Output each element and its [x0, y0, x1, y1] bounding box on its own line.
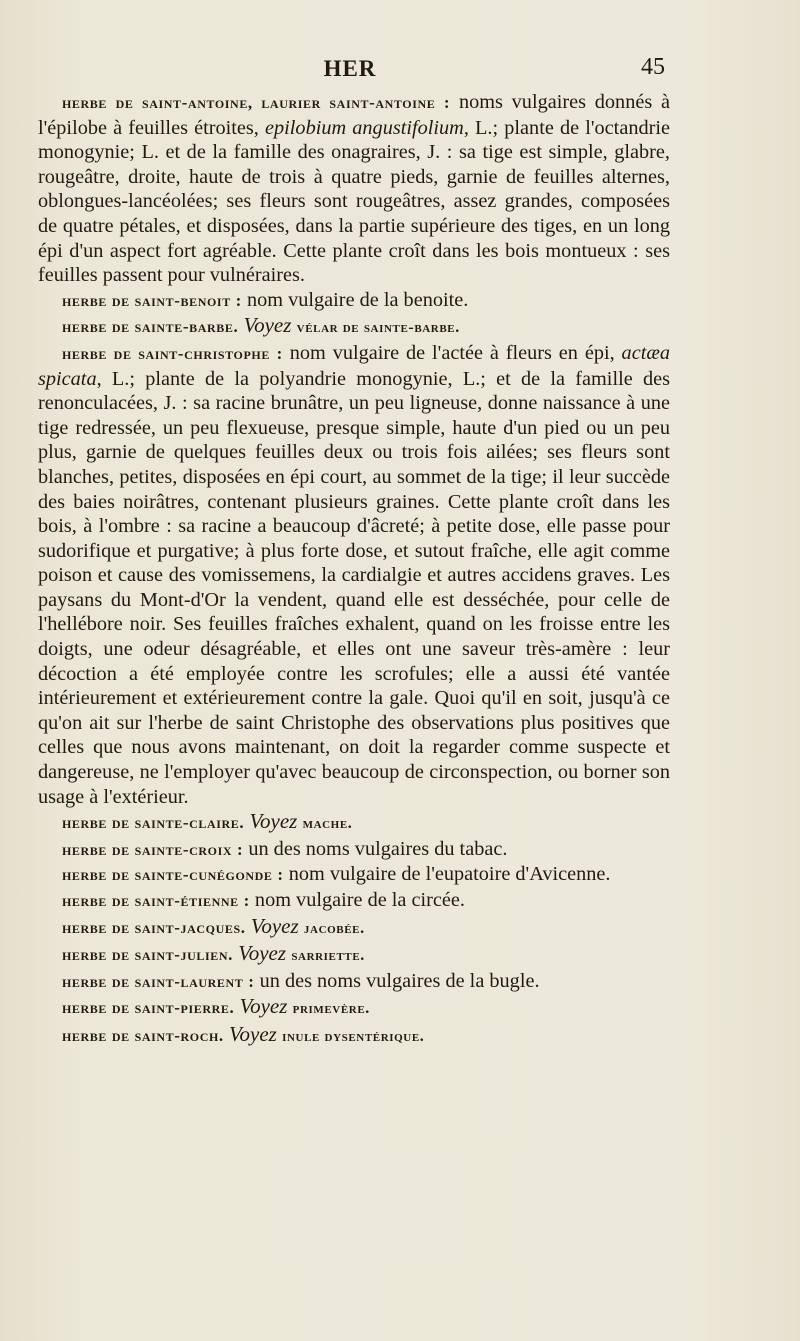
- entry-headword: herbe de saint-pierre.: [62, 998, 235, 1018]
- see-reference: Voyez: [245, 913, 304, 938]
- entry-headword: herbe de saint-roch.: [62, 1025, 224, 1045]
- entry-body: nom vulgaire de l'eupatoire d'Avicenne.: [283, 863, 611, 886]
- see-reference: Voyez: [234, 994, 293, 1019]
- entry-headword: herbe de saint-laurent :: [62, 971, 255, 991]
- entry-headword: herbe de sainte-cunégonde :: [62, 865, 284, 885]
- entry: [38, 969, 670, 995]
- entry: [38, 341, 670, 809]
- entry-headword: herbe de saint-jacques.: [62, 917, 246, 937]
- entry: [38, 914, 670, 942]
- running-head: HER: [323, 56, 377, 81]
- entry: [38, 888, 670, 914]
- entry-body: un des noms vulgaires du tabac.: [243, 837, 508, 860]
- entry-body: , L.; plante de la polyandrie monogynie, L.; et de la famille des renonculacées, J. : sa racine brunâtre, un peu ligneuse, donne naissance à une tige redressée, un peu flexueuse, presque simple, haute d'un pied ou un peu plus, garnie de quelques feuilles deux ou trois fois ailées; ses fleurs sont blanches, petites, disposées en épi court, au sommet de la tige; il leur succède des baies noirâtres, contenant plusieurs graines. Cette plante croît dans les bois, à l'ombre : sa racine a beaucoup d'âcreté; à petite dose, elle passe pour sudorifique et purgative; à plus forte dose, et sutout fraîche, elle agit comme poison et cause des vomissemens, la cardialgie et autres accidens graves. Les paysans du Mont-d'Or la vendent, quand elle est desséchée, pour celle de l'hellébore noir. Ses feuilles fraîches exhalent, quand on les froisse entre les doigts, une odeur désagréable, et elles ont une saveur très-amère : leur décoction a été employée contre les scrofules; elle a aussi été vantée intérieurement et extérieurement contre la gale. Quoi qu'il en soit, jusqu'à ce qu'on ait sur l'herbe de saint Christophe des observations plus positives que celles que nous avons maintenant, on doit la regarder comme suspecte et dangereuse, ne l'employer qu'avec beaucoup de circonspection, ou borner son usage à l'extérieur.: [38, 367, 670, 808]
- entry: [38, 994, 670, 1022]
- entry-headword: herbe de sainte-barbe.: [62, 317, 239, 337]
- entry-headword: herbe de saint-julien.: [62, 945, 233, 965]
- cross-reference: vélar de sainte-barbe.: [296, 319, 460, 337]
- entry-headword: herbe de sainte-croix :: [62, 839, 244, 859]
- entry: [38, 862, 670, 888]
- page-header: [0, 52, 800, 86]
- page-number: 45: [641, 54, 665, 80]
- entry-headword: herbe de saint-benoit :: [62, 290, 242, 310]
- entry-headword: herbe de saint-antoine, laurier saint-antoine :: [62, 93, 451, 112]
- dictionary-text: [38, 90, 670, 1050]
- see-reference: Voyez: [238, 313, 297, 338]
- entry: [38, 941, 670, 969]
- entry: [38, 288, 670, 314]
- entry: [38, 1022, 670, 1050]
- entry: [38, 313, 670, 341]
- see-reference: Voyez: [244, 809, 303, 834]
- entry-body: noms vulgaires donnés à l'épilobe à feuilles étroites,: [38, 91, 671, 139]
- latin-name: epilobium angustifolium: [265, 116, 464, 139]
- entry-headword: herbe de saint-étienne :: [62, 891, 250, 910]
- entry-body: , L.; plante de l'octandrie monogynie; L. et de la famille des onagraires, J. : sa tige est simple, glabre, rougeâtre, droite, haute de trois à quatre pieds, garnie de feuilles alternes, oblongues-lancéolées; ses fleurs sont rougeâtres, assez grandes, composées de quatre pétales, et disposées, dans la partie supérieure des tiges, en un long épi d'un aspect fort agréable. Cette plante croît dans les bois montueux : ses feuilles passent pour vulnéraires.: [38, 116, 670, 287]
- entry: [38, 809, 670, 837]
- see-reference: Voyez: [232, 941, 292, 966]
- entry-body: nom vulgaire de la benoite.: [241, 288, 469, 311]
- latin-name: actæa spicata: [38, 341, 670, 390]
- cross-reference: inule dysentérique.: [282, 1027, 425, 1045]
- entry-headword: herbe de sainte-claire.: [62, 813, 245, 833]
- cross-reference: sarriette.: [291, 947, 365, 965]
- entry: [38, 90, 670, 288]
- entry-body: un des noms vulgaires de la bugle.: [254, 969, 540, 992]
- entry-body: nom vulgaire de la circée.: [249, 889, 465, 911]
- entry: [38, 837, 670, 863]
- cross-reference: mache.: [302, 815, 353, 833]
- cross-reference: primevère.: [292, 1000, 370, 1018]
- entry-headword: herbe de saint-christophe :: [62, 343, 283, 363]
- cross-reference: jacobée.: [303, 919, 365, 937]
- see-reference: Voyez: [223, 1021, 283, 1046]
- entry-body: nom vulgaire de l'actée à fleurs en épi,: [282, 341, 622, 364]
